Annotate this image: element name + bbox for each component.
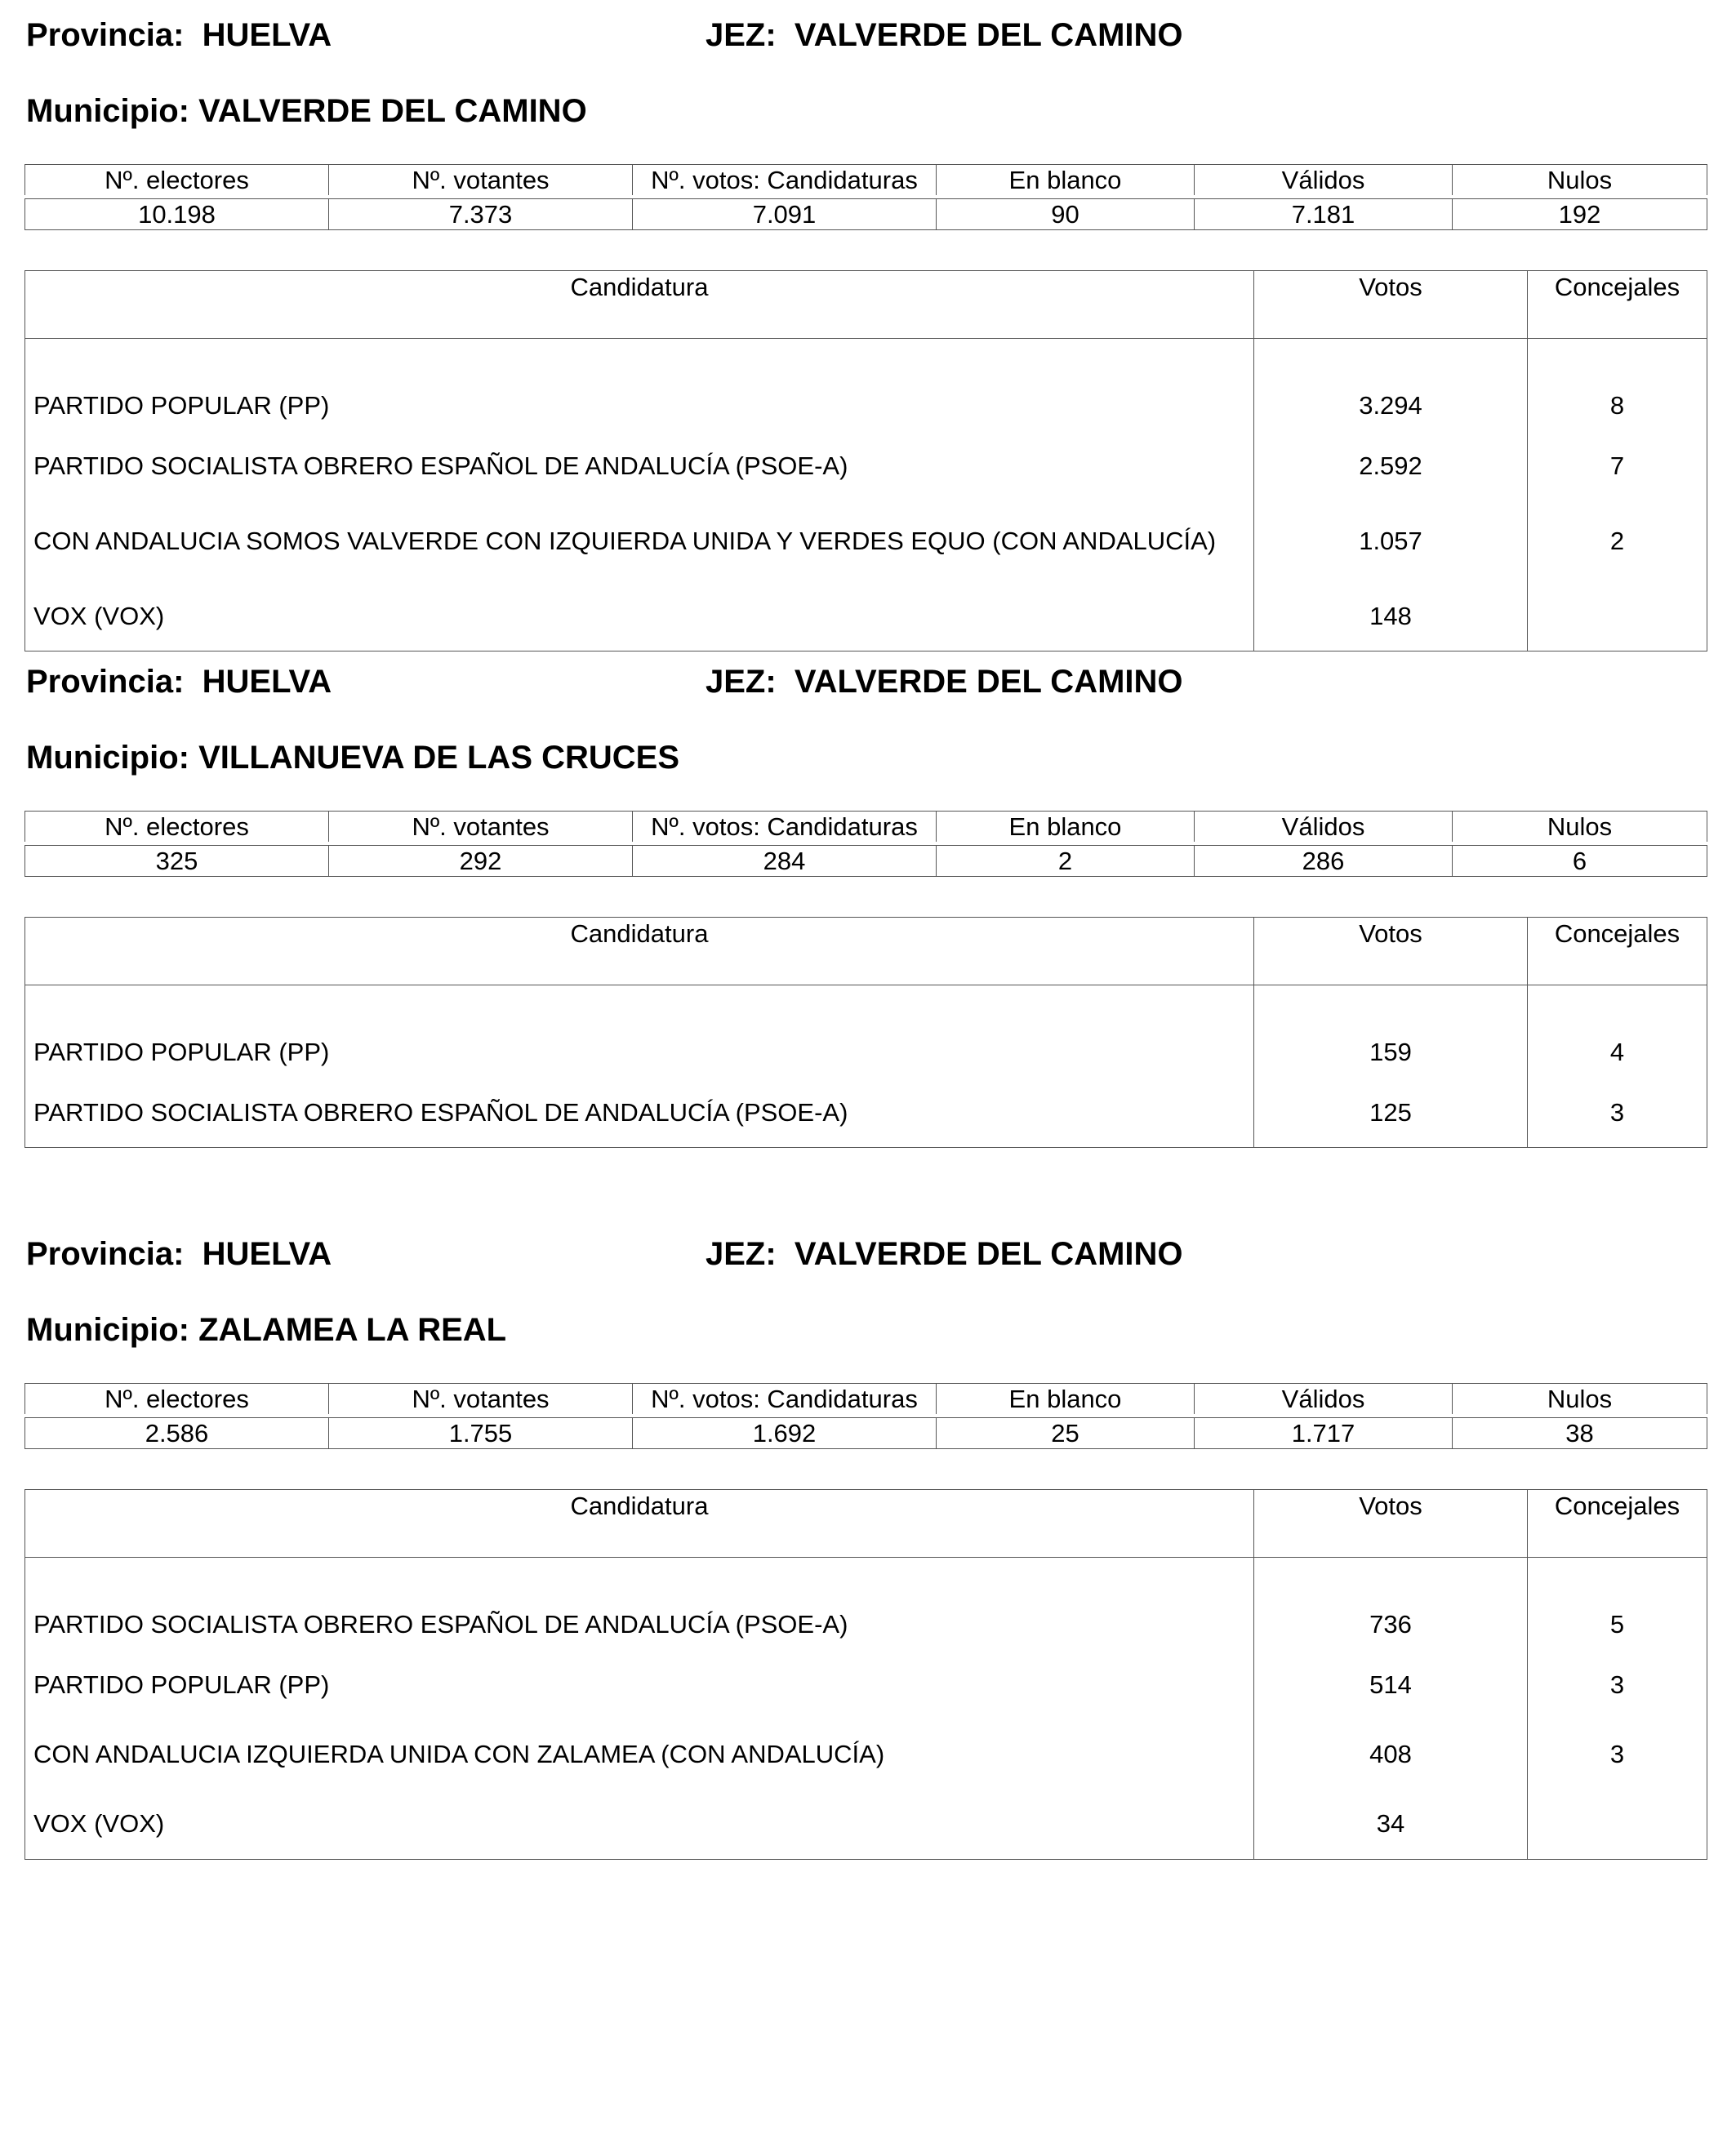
candidate-row [25,1558,1707,1652]
candidate-votes: 34 [1254,1789,1528,1860]
provincia-value: HUELVA [202,17,332,53]
header-votantes: Nº. votantes [329,165,633,196]
value-nulos: 38 [1453,1418,1707,1449]
provincia-label: Provincia: [26,17,185,53]
candidate-name: PARTIDO POPULAR (PP) [25,1651,1254,1719]
header-concejales: Concejales [1528,918,1707,985]
value-validos: 286 [1195,846,1453,877]
jez-value: VALVERDE DEL CAMINO [794,17,1183,53]
value-en-blanco: 2 [937,846,1195,877]
value-votantes: 7.373 [329,199,633,230]
candidate-votes: 3.294 [1254,339,1528,433]
provincia-value: HUELVA [202,664,332,700]
municipio-line [26,92,587,130]
value-validos: 1.717 [1195,1418,1453,1449]
provincia-line [26,16,332,54]
header-nulos: Nulos [1453,1384,1707,1415]
value-nulos: 6 [1453,846,1707,877]
candidate-votes: 2.592 [1254,432,1528,500]
municipio-value: ZALAMEA LA REAL [198,1312,507,1348]
candidate-votes: 148 [1254,582,1528,651]
header-validos: Válidos [1195,165,1453,196]
candidate-name: PARTIDO POPULAR (PP) [25,985,1254,1079]
provincia-label: Provincia: [26,664,185,700]
value-en-blanco: 90 [937,199,1195,230]
header-nulos: Nulos [1453,165,1707,196]
candidate-concejales [1528,582,1707,651]
candidate-votes: 1.057 [1254,500,1528,582]
candidates-table [24,270,1707,651]
municipio-value: VALVERDE DEL CAMINO [198,93,587,129]
candidate-concejales: 3 [1528,1078,1707,1148]
candidate-votes: 736 [1254,1558,1528,1652]
header-candidatura: Candidatura [25,271,1254,339]
candidate-row [25,1789,1707,1860]
candidate-row [25,1719,1707,1789]
header-concejales: Concejales [1528,271,1707,339]
value-votos-candidaturas: 284 [633,846,937,877]
value-electores: 2.586 [25,1418,329,1449]
summary-header-row [25,1384,1707,1415]
candidate-name: VOX (VOX) [25,582,1254,651]
candidate-concejales: 7 [1528,432,1707,500]
header-votos-candidaturas: Nº. votos: Candidaturas [633,1384,937,1415]
candidate-concejales: 8 [1528,339,1707,433]
header-nulos: Nulos [1453,812,1707,843]
candidate-row [25,582,1707,651]
header-electores: Nº. electores [25,165,329,196]
candidate-concejales: 5 [1528,1558,1707,1652]
candidate-row [25,432,1707,500]
candidate-row [25,1651,1707,1719]
header-votos: Votos [1254,271,1528,339]
candidate-row [25,985,1707,1079]
candidate-row [25,339,1707,433]
municipio-line [26,1311,506,1349]
candidate-votes: 125 [1254,1078,1528,1148]
summary-value-row [25,1418,1707,1449]
value-en-blanco: 25 [937,1418,1195,1449]
candidate-concejales: 3 [1528,1719,1707,1789]
header-votos-candidaturas: Nº. votos: Candidaturas [633,812,937,843]
header-votantes: Nº. votantes [329,812,633,843]
candidate-name: PARTIDO SOCIALISTA OBRERO ESPAÑOL DE ANDALUCÍA (PSOE-A) [25,432,1254,500]
candidates-header-row [25,918,1707,985]
header-en-blanco: En blanco [937,812,1195,843]
jez-line [706,16,1183,54]
municipio-label: Municipio: [26,1312,189,1348]
jez-label: JEZ: [706,17,777,53]
jez-label: JEZ: [706,1236,777,1272]
candidates-table [24,1489,1707,1860]
provincia-line [26,1235,332,1273]
candidate-name: VOX (VOX) [25,1789,1254,1860]
header-electores: Nº. electores [25,812,329,843]
candidate-row [25,500,1707,582]
candidate-name: PARTIDO SOCIALISTA OBRERO ESPAÑOL DE ANDALUCÍA (PSOE-A) [25,1558,1254,1652]
candidate-concejales: 4 [1528,985,1707,1079]
header-votantes: Nº. votantes [329,1384,633,1415]
candidate-concejales: 3 [1528,1651,1707,1719]
candidates-header-row [25,1490,1707,1558]
municipio-label: Municipio: [26,740,189,776]
header-validos: Válidos [1195,812,1453,843]
value-votantes: 1.755 [329,1418,633,1449]
candidate-concejales: 2 [1528,500,1707,582]
municipio-label: Municipio: [26,93,189,129]
header-electores: Nº. electores [25,1384,329,1415]
provincia-label: Provincia: [26,1236,185,1272]
summary-header-row [25,812,1707,843]
header-concejales: Concejales [1528,1490,1707,1558]
candidate-concejales [1528,1789,1707,1860]
header-candidatura: Candidatura [25,1490,1254,1558]
value-validos: 7.181 [1195,199,1453,230]
value-votos-candidaturas: 7.091 [633,199,937,230]
candidate-name: CON ANDALUCIA SOMOS VALVERDE CON IZQUIERDA UNIDA Y VERDES EQUO (CON ANDALUCÍA) [25,500,1254,582]
municipio-value: VILLANUEVA DE LAS CRUCES [198,740,680,776]
candidate-votes: 514 [1254,1651,1528,1719]
header-en-blanco: En blanco [937,165,1195,196]
summary-table [24,811,1707,877]
candidate-row [25,1078,1707,1148]
summary-table [24,164,1707,230]
header-validos: Válidos [1195,1384,1453,1415]
candidate-name: CON ANDALUCIA IZQUIERDA UNIDA CON ZALAMEA (CON ANDALUCÍA) [25,1719,1254,1789]
provincia-value: HUELVA [202,1236,332,1272]
header-candidatura: Candidatura [25,918,1254,985]
candidates-header-row [25,271,1707,339]
candidate-name: PARTIDO POPULAR (PP) [25,339,1254,433]
jez-value: VALVERDE DEL CAMINO [794,664,1183,700]
header-votos: Votos [1254,918,1528,985]
jez-value: VALVERDE DEL CAMINO [794,1236,1183,1272]
header-votos: Votos [1254,1490,1528,1558]
jez-line [706,1235,1183,1273]
summary-value-row [25,846,1707,877]
candidates-table [24,917,1707,1148]
municipio-line [26,739,679,776]
header-votos-candidaturas: Nº. votos: Candidaturas [633,165,937,196]
value-votantes: 292 [329,846,633,877]
jez-label: JEZ: [706,664,777,700]
jez-line [706,663,1183,700]
candidate-votes: 159 [1254,985,1528,1079]
summary-table [24,1383,1707,1449]
provincia-line [26,663,332,700]
summary-value-row [25,199,1707,230]
summary-header-row [25,165,1707,196]
value-electores: 325 [25,846,329,877]
value-electores: 10.198 [25,199,329,230]
candidate-votes: 408 [1254,1719,1528,1789]
value-nulos: 192 [1453,199,1707,230]
header-en-blanco: En blanco [937,1384,1195,1415]
value-votos-candidaturas: 1.692 [633,1418,937,1449]
candidate-name: PARTIDO SOCIALISTA OBRERO ESPAÑOL DE ANDALUCÍA (PSOE-A) [25,1078,1254,1148]
